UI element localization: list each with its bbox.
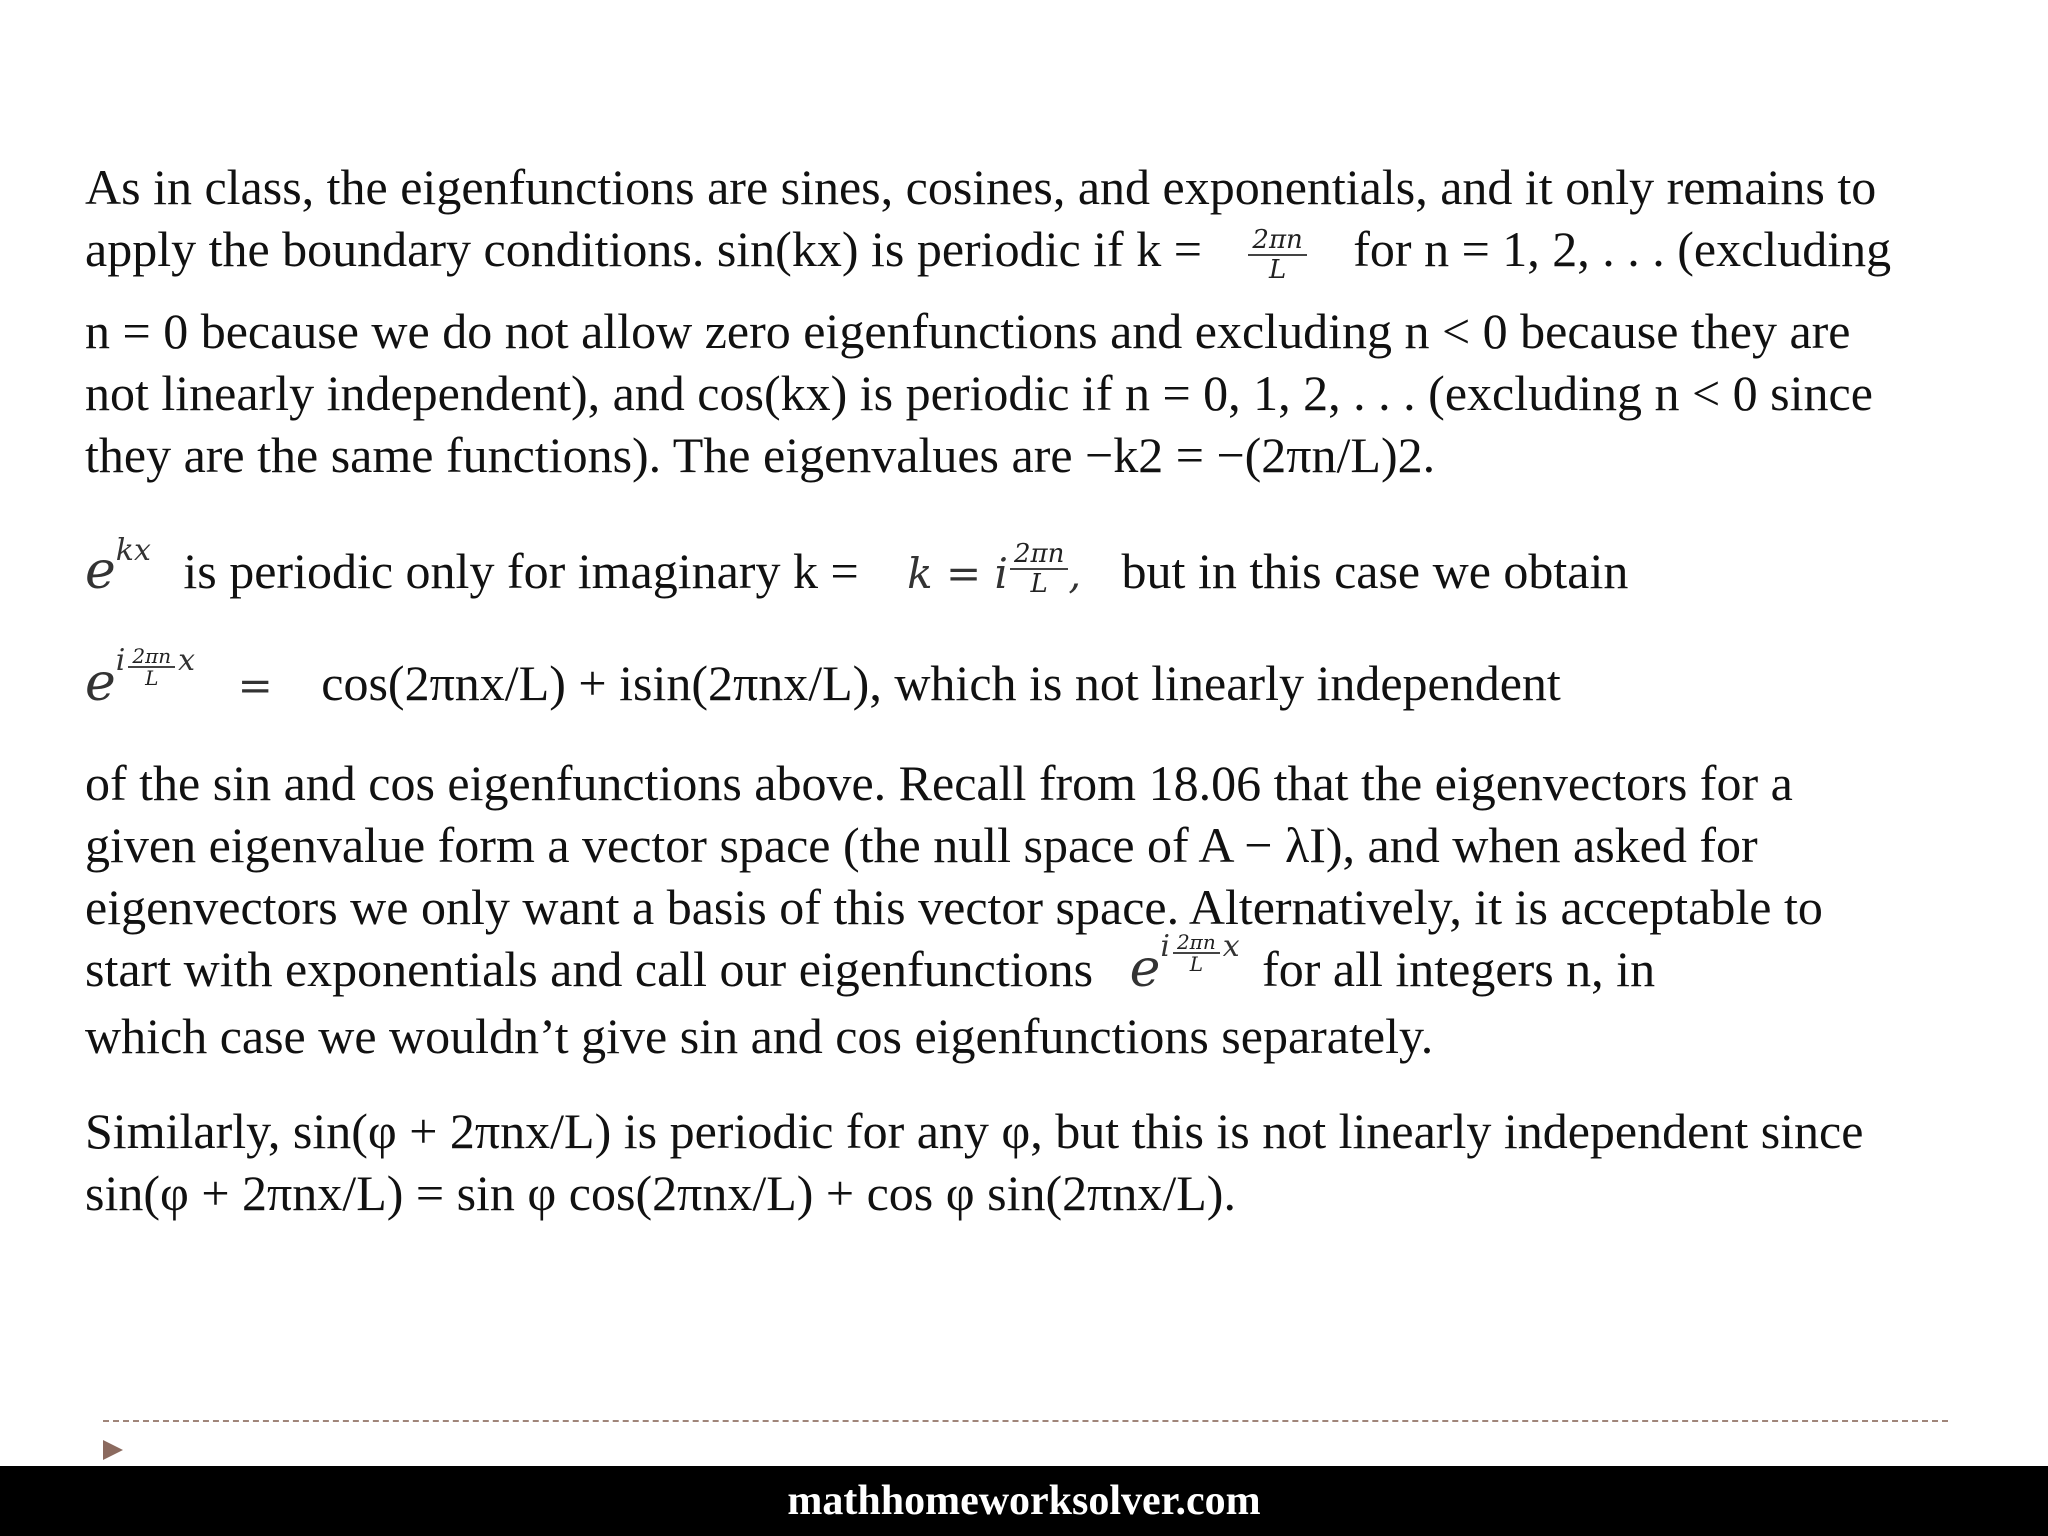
equals-sign: = (237, 661, 273, 710)
footer-site-name: mathhomeworksolver.com (787, 1478, 1261, 1524)
fraction-numerator: 2πn (1010, 540, 1068, 570)
footer-bar (0, 1466, 2048, 1536)
fraction-denominator: L (145, 666, 159, 690)
exponent-fraction (1173, 932, 1220, 974)
paragraph2-line1-text-a: is periodic only for imaginary k = (183, 543, 859, 599)
paragraph2-line6-text-a: start with exponentials and call our eigenfunctions (85, 941, 1094, 997)
paragraph2-line6-text-b: for all integers n, in (1262, 941, 1656, 997)
paragraph1-line2-text-a: apply the boundary conditions. sin(kx) is periodic if k = (85, 221, 1202, 277)
paragraph1-line3: n = 0 because we do not allow zero eigenfunctions and excluding n < 0 because they are (85, 303, 1851, 359)
paragraph2-line2-text: cos(2πnx/L) + isin(2πnx/L), which is not linearly independent (321, 655, 1561, 711)
fraction-denominator: L (1030, 569, 1048, 599)
fraction-numerator: 2πn (128, 646, 175, 668)
exp-e-symbol: e (85, 653, 116, 713)
exp-e-symbol: e (85, 541, 116, 601)
fraction-denominator: L (1189, 952, 1203, 976)
paragraph1-line5: they are the same functions). The eigenvalues are −k2 = −(2πn/L)2. (85, 427, 1436, 483)
paragraph1-line2 (85, 218, 1891, 284)
exponent-i-2pin-over-L-x (115, 643, 196, 690)
paragraph1-line4: not linearly independent), and cos(kx) is periodic if n = 0, 1, 2, . . . (excluding n < 0 since (85, 365, 1873, 421)
exponent-i-2pin-over-L-x-2 (1160, 929, 1240, 976)
fraction-numerator: 2πn (1173, 932, 1220, 954)
fraction-denominator: L (1268, 254, 1287, 285)
exponent-x: x (1222, 929, 1240, 964)
comma: , (1068, 552, 1082, 598)
exp-e-symbol: e (1129, 939, 1161, 999)
paragraph2-line1-text-b: but in this case we obtain (1121, 543, 1629, 599)
triangle-marker-icon (103, 1440, 123, 1460)
exponent-fraction (128, 646, 175, 688)
paragraph2-line4: given eigenvalue form a vector space (the null space of A − λI), and when asked for (85, 817, 1758, 873)
fraction-numerator: 2πn (1248, 226, 1306, 256)
paragraph2-line3: of the sin and cos eigenfunctions above. Recall from 18.06 that the eigenvectors for a (85, 755, 1793, 811)
paragraph1-line2-text-b: for n = 1, 2, . . . (excluding (1353, 221, 1892, 277)
paragraph2-line5: eigenvectors we only want a basis of this vector space. Alternatively, it is acceptable to (85, 879, 1823, 935)
exponent-i: i (115, 643, 126, 678)
paragraph2-line7: which case we wouldn’t give sin and cos eigenfunctions separately. (85, 1008, 1434, 1064)
paragraph2-line1 (85, 533, 1629, 606)
fraction-2pin-over-L-2 (1010, 540, 1068, 598)
paragraph2-line6 (85, 929, 1656, 1000)
paragraph2-line2 (85, 643, 1561, 717)
paragraph3-line2: sin(φ + 2πnx/L) = sin φ cos(2πnx/L) + cos φ sin(2πnx/L). (85, 1165, 1236, 1221)
fraction-2pin-over-L (1248, 226, 1306, 284)
paragraph1-line1: As in class, the eigenfunctions are sines, cosines, and exponentials, and it only remains to (85, 159, 1877, 215)
exponent-x: x (178, 643, 196, 678)
paragraph3-line1: Similarly, sin(φ + 2πnx/L) is periodic for any φ, but this is not linearly independent since (85, 1103, 1864, 1159)
exponent-kx: kx (115, 533, 151, 568)
exponent-i: i (1160, 929, 1170, 964)
k-equals-i: k = i (907, 549, 1008, 598)
dashed-divider (103, 1420, 1948, 1422)
